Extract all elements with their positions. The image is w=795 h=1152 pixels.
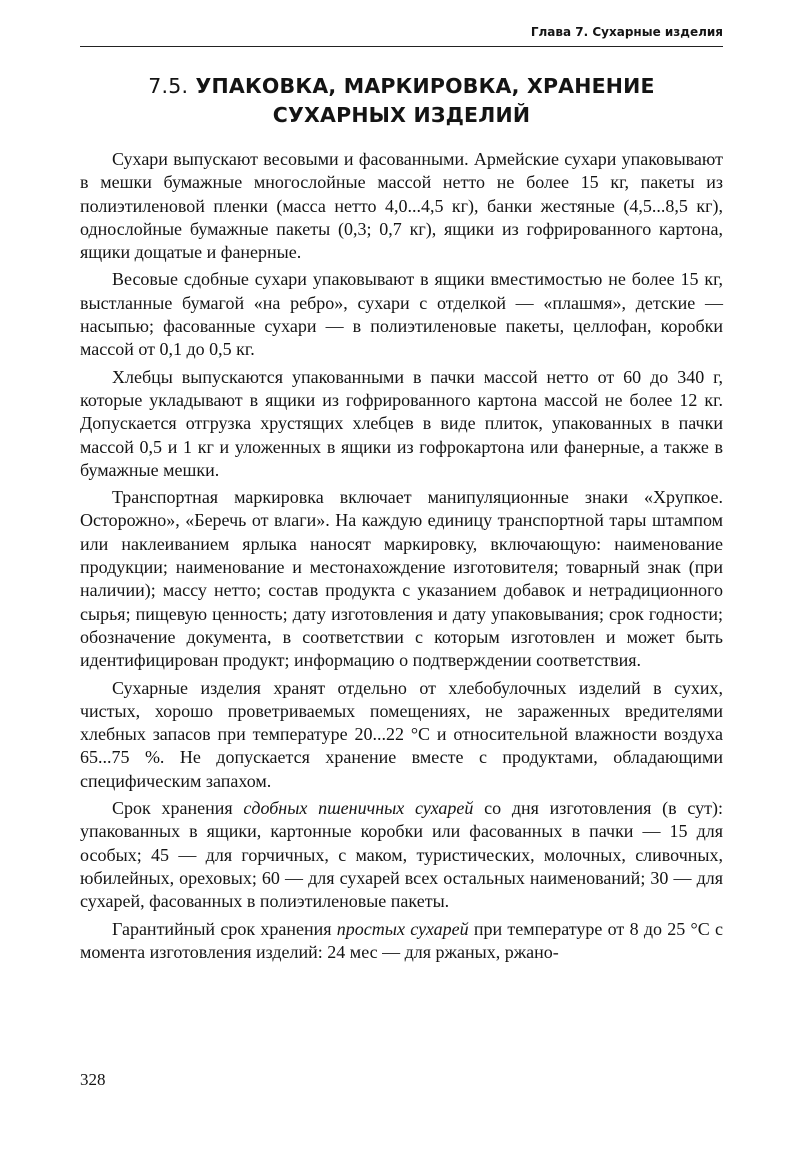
section-title-text-1: УПАКОВКА, МАРКИРОВКА, ХРАНЕНИЕ — [195, 74, 655, 98]
section-title-line-2: СУХАРНЫХ ИЗДЕЛИЙ — [272, 103, 531, 127]
paragraph-3: Хлебцы выпускаются упакованными в пачки массой нетто от 60 до 340 г, которые укладывают в ящики из гофрированного картона массой не более 12 кг. Допускается отгрузка хрустящих хлебцев в виде плиток, упакованных в пачки массой 0,5 и 1 кг и уложенных в ящики из гофрокартона или фанерные, а также в бумажные мешки. — [80, 366, 723, 480]
section-title — [80, 72, 723, 130]
paragraph-7-start: Гарантийный срок хранения — [112, 918, 337, 939]
paragraph-6-start: Срок хранения — [112, 798, 244, 819]
paragraph-7-italic: простых сухарей — [336, 918, 469, 939]
page-number: 328 — [80, 1070, 106, 1089]
section-title-line-1 — [80, 72, 723, 101]
section-number: 7.5. — [148, 74, 189, 98]
paragraph-6 — [80, 797, 723, 913]
paragraph-4: Транспортная маркировка включает манипуляционные знаки «Хрупкое. Осторожно», «Беречь от влаги». На каждую единицу транспортной тары штампом или наклеиванием ярлыка наносят маркировку, включающую: наименование продукции; наименование и местонахождение изготовителя; товарный знак (при наличии); массу нетто; состав продукта с указанием добавок и нетрадиционного сырья; пищевую ценность; дату изготовления и дату упаковывания; срок годности; обозначение документа, в соответствии с которым изготовлен и может быть идентифицирован продукт; информацию о подтверждении соответствия. — [80, 487, 723, 671]
paragraph-7 — [80, 918, 723, 965]
running-header: Глава 7. Сухарные изделия — [80, 24, 723, 47]
paragraph-1: Сухари выпускают весовыми и фасованными. Армейские сухари упаковывают в мешки бумажные многослойные массой нетто не более 15 кг, пакеты из полиэтиленовой пленки (масса нетто 4,0...4,5 кг), банки жестяные (4,5...8,5 кг), однослойные бумажные пакеты (0,3; 0,7 кг), ящики из гофрированного картона, ящики дощатые и фанерные. — [80, 149, 723, 263]
paragraph-6-end: со дня изготовления (в сут): упакованных в ящики, картонные коробки или фасованных в пачки — 15 для особых; 45 — для горчичных, с маком, туристических, молочных, сливочных, юбилейных, ореховых; 60 — для сухарей всех остальных наименований; 30 — для сухарей, фасованных в полиэтиленовые пакеты. — [80, 798, 723, 912]
paragraph-7-end: при температуре от 8 до 25 °С с момента изготовления изделий: 24 мес — для ржаных, ржано- — [80, 918, 724, 962]
paragraph-2: Весовые сдобные сухари упаковывают в ящики вместимостью не более 15 кг, выстланные бумагой «на ребро», сухари с отделкой — «плашмя», детские — насыпью; фасованные сухари — в полиэтиленовые пакеты, целлофан, коробки массой от 0,1 до 0,5 кг. — [80, 269, 723, 360]
paragraph-5: Сухарные изделия хранят отдельно от хлебобулочных изделий в сухих, чистых, хорошо проветриваемых помещениях, не зараженных вредителями хлебных запасов при температуре 20...22 °С и относительной влажности воздуха 65...75 %. Не допускается хранение вместе с продуктами, обладающими специфическим запахом. — [80, 677, 723, 791]
paragraph-6-italic: сдобных пшеничных сухарей — [243, 798, 474, 819]
body-text — [80, 148, 723, 968]
